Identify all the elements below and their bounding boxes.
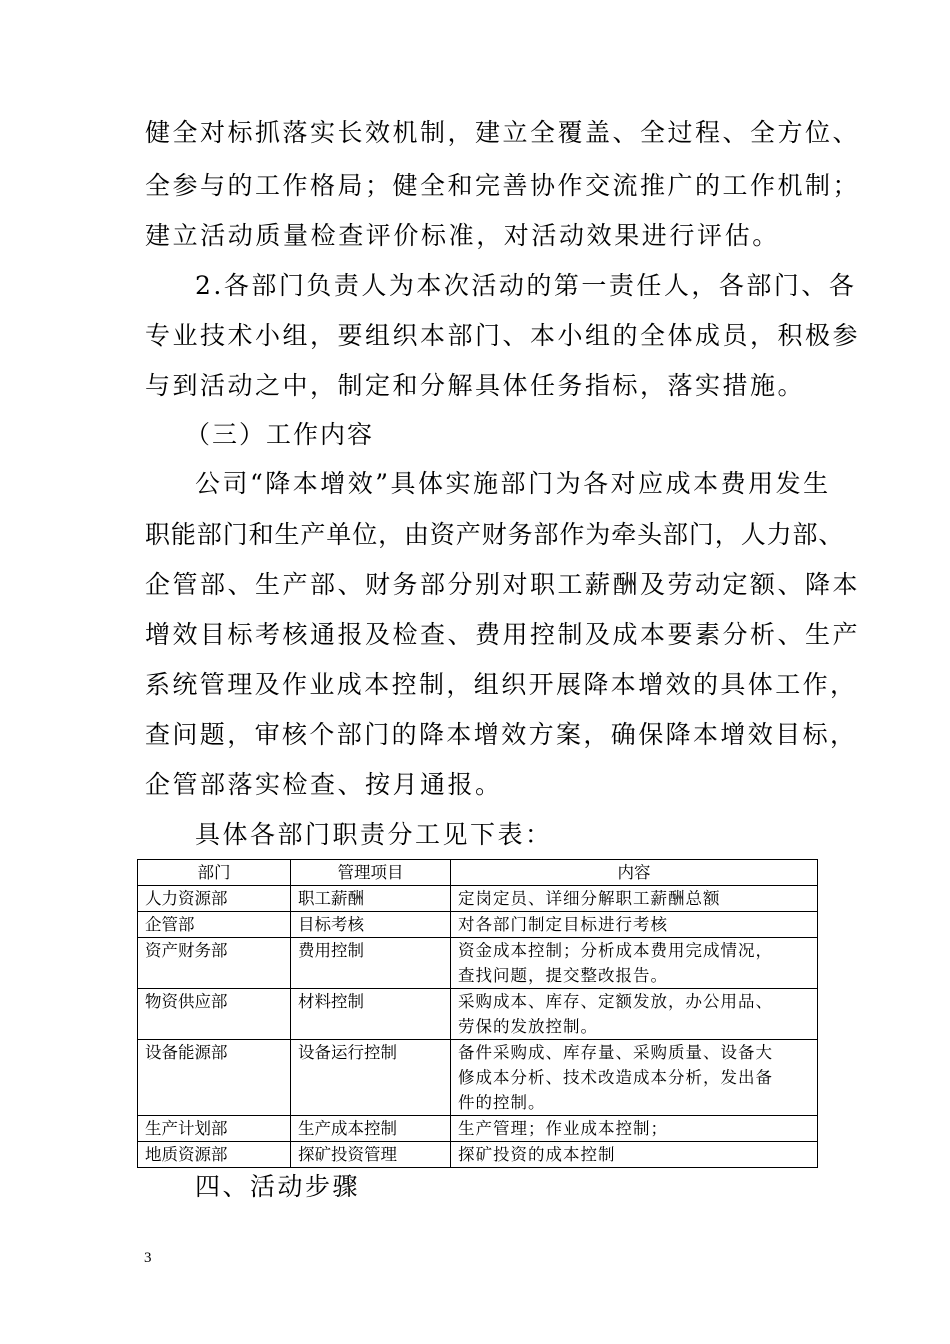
table-header-row: [138, 860, 818, 886]
body-line-10: 企管部、生产部、财务部分别对职工薪酬及劳动定额、降本: [145, 570, 861, 599]
body-line-12: 系统管理及作业成本控制，组织开展降本增效的具体工作，: [145, 670, 858, 699]
management-item-cell: 材料控制: [291, 989, 451, 1040]
content-cell: 对各部门制定目标进行考核: [451, 912, 818, 938]
content-cell: 生产管理；作业成本控制；: [451, 1116, 818, 1142]
table-intro-line: 具体各部门职责分工见下表：: [195, 820, 553, 849]
body-line-11: 增效目标考核通报及检查、费用控制及成本要素分析、生产: [145, 620, 861, 649]
management-item-cell: 探矿投资管理: [291, 1142, 451, 1168]
table-row: [138, 938, 818, 989]
header-management-item: 管理项目: [291, 860, 451, 886]
body-line-9: 职能部门和生产单位，由资产财务部作为牵头部门，人力部、: [145, 520, 845, 549]
header-department: 部门: [138, 860, 291, 886]
body-line-1: 健全对标抓落实长效机制，建立全覆盖、全过程、全方位、: [145, 118, 861, 147]
table-row: [138, 989, 818, 1040]
department-cell: 物资供应部: [138, 989, 291, 1040]
table-row: [138, 1116, 818, 1142]
management-item-cell: 职工薪酬: [291, 886, 451, 912]
page-number: 3: [144, 1250, 152, 1266]
body-line-13: 查问题，审核个部门的降本增效方案，确保降本增效目标，: [145, 720, 858, 749]
table-row: [138, 912, 818, 938]
section-heading: 四、活动步骤: [195, 1172, 361, 1201]
body-line-8: 公司“降本增效”具体实施部门为各对应成本费用发生: [195, 469, 831, 498]
body-line-4: 2.各部门负责人为本次活动的第一责任人，各部门、各: [195, 271, 857, 300]
management-item-cell: 生产成本控制: [291, 1116, 451, 1142]
table-row: [138, 1040, 818, 1116]
management-item-cell: 设备运行控制: [291, 1040, 451, 1116]
department-cell: 设备能源部: [138, 1040, 291, 1116]
header-content: 内容: [451, 860, 818, 886]
department-cell: 地质资源部: [138, 1142, 291, 1168]
management-item-cell: 费用控制: [291, 938, 451, 989]
body-line-3: 建立活动质量检查评价标准，对活动效果进行评估。: [145, 221, 780, 250]
content-cell: 探矿投资的成本控制: [451, 1142, 818, 1168]
content-cell: 备件采购成、库存量、采购质量、设备大 修成本分析、技术改造成本分析，发出备 件的控制。: [451, 1040, 818, 1116]
body-line-14: 企管部落实检查、按月通报。: [145, 770, 503, 799]
department-cell: 企管部: [138, 912, 291, 938]
content-cell: 资金成本控制；分析成本费用完成情况， 查找问题，提交整改报告。: [451, 938, 818, 989]
body-line-6: 与到活动之中，制定和分解具体任务指标，落实措施。: [145, 371, 806, 400]
department-cell: 资产财务部: [138, 938, 291, 989]
management-item-cell: 目标考核: [291, 912, 451, 938]
department-cell: 生产计划部: [138, 1116, 291, 1142]
content-cell: 采购成本、库存、定额发放，办公用品、 劳保的发放控制。: [451, 989, 818, 1040]
department-cell: 人力资源部: [138, 886, 291, 912]
content-cell: 定岗定员、详细分解职工薪酬总额: [451, 886, 818, 912]
body-line-5: 专业技术小组，要组织本部门、本小组的全体成员，积极参: [145, 321, 861, 350]
body-line-2: 全参与的工作格局；健全和完善协作交流推广的工作机制；: [145, 171, 861, 200]
table-row: [138, 1142, 818, 1168]
duty-table: [137, 859, 818, 1168]
subsection-heading: （三）工作内容: [185, 420, 375, 449]
table-row: [138, 886, 818, 912]
